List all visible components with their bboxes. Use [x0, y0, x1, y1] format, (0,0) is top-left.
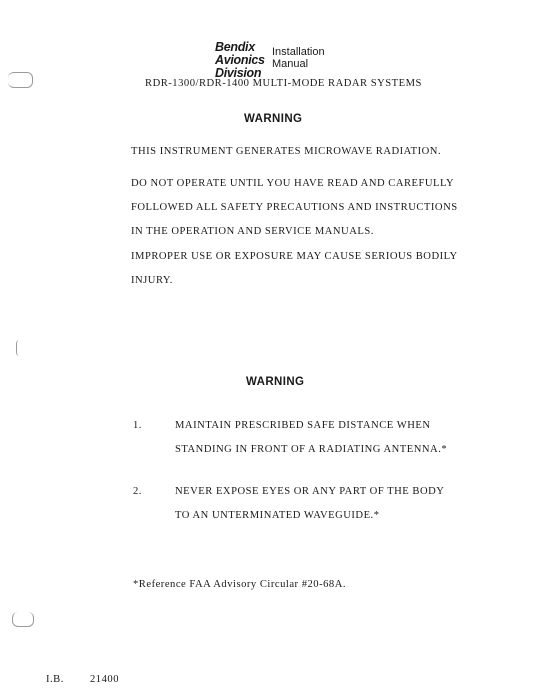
warning-paragraph: [131, 140, 461, 164]
warning-heading: WARNING: [244, 113, 303, 125]
binder-hole-mark: [16, 340, 23, 356]
paragraph-line: IMPROPER USE OR EXPOSURE MAY CAUSE SERIOUS BODILY: [131, 251, 458, 262]
binder-hole-mark: [8, 72, 33, 88]
paragraph-line: IN THE OPERATION AND SERVICE MANUALS.: [131, 226, 374, 237]
logo-line: Bendix: [215, 40, 255, 54]
document-subtitle: RDR-1300/RDR-1400 MULTI-MODE RADAR SYSTEMS: [145, 78, 422, 89]
item-line: MAINTAIN PRESCRIBED SAFE DISTANCE WHEN: [175, 420, 431, 431]
item-line: TO AN UNTERMINATED WAVEGUIDE.*: [175, 510, 380, 521]
item-number: 2.: [133, 486, 142, 497]
footnote: *Reference FAA Advisory Circular #20-68A.: [133, 579, 347, 590]
manual-label: [272, 46, 325, 70]
ib-number: 21400: [90, 674, 119, 685]
warning-heading: WARNING: [246, 376, 305, 388]
logo-line: Avionics: [215, 53, 265, 67]
warning-paragraph: [131, 245, 461, 293]
manual-line: Installation: [272, 46, 325, 58]
item-line: NEVER EXPOSE EYES OR ANY PART OF THE BODY: [175, 486, 445, 497]
manual-line: Manual: [272, 58, 309, 70]
paragraph-line: THIS INSTRUMENT GENERATES MICROWAVE RADIATION.: [131, 146, 442, 157]
item-number: 1.: [133, 420, 142, 431]
binder-hole-mark: [12, 612, 34, 627]
paragraph-line: INJURY.: [131, 275, 173, 286]
item-line: STANDING IN FRONT OF A RADIATING ANTENNA.*: [175, 444, 448, 455]
ib-label: I.B.: [46, 674, 64, 685]
logo-line: Division: [215, 66, 262, 80]
paragraph-line: DO NOT OPERATE UNTIL YOU HAVE READ AND CAREFULLY: [131, 178, 455, 189]
warning-item: [175, 480, 444, 528]
warning-item: [175, 414, 447, 462]
warning-paragraph: [131, 172, 461, 244]
paragraph-line: FOLLOWED ALL SAFETY PRECAUTIONS AND INSTRUCTIONS: [131, 202, 458, 213]
